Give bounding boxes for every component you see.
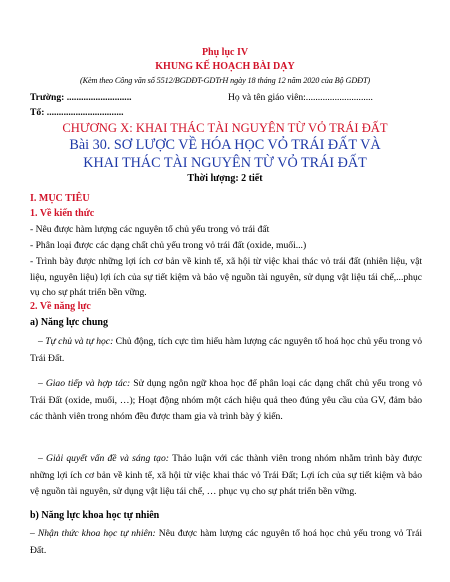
lesson-duration: Thời lượng: 2 tiết	[187, 173, 263, 184]
competency-heading: 2. Về năng lực	[30, 301, 91, 312]
communication-label: – Giao tiếp và hợp tác:	[38, 378, 131, 389]
knowledge-heading: 1. Về kiến thức	[30, 208, 95, 219]
problem-solving-label: – Giải quyết vấn đề và sáng tạo:	[38, 453, 169, 464]
cognition-paragraph	[30, 526, 422, 559]
chapter-title: CHƯƠNG X: KHAI THÁC TÀI NGUYÊN TỪ VỎ TRÁI ĐẤT	[62, 121, 388, 135]
lesson-title-line1: Bài 30. SƠ LƯỢC VỀ HÓA HỌC VỎ TRÁI ĐẤT VÀ	[69, 137, 381, 153]
knowledge-item-1: - Nêu được hàm lượng các nguyên tố chủ yếu trong vỏ trái đất	[30, 224, 270, 235]
self-study-text: Chủ động, tích cực tìm hiểu hàm lượng các nguyên tố hoá học chủ yếu trong vỏ Trái Đất.	[30, 336, 422, 364]
group-field: Tổ: ................................	[30, 107, 124, 118]
problem-solving-text: Thảo luận với các thành viên trong nhóm nhằm trình bày được những lợi ích cơ bản về kinh tế, xã hội từ việc khai thác vỏ Trái Đất; Lợi ích của sự tiết kiệm và bảo vệ nguồn tài nguyên, sử dụng vật liệu tái chế, … phục vụ cho sự phát triển bền vững.	[30, 453, 422, 497]
problem-solving-paragraph	[30, 451, 422, 501]
plan-title: KHUNG KẾ HOẠCH BÀI DẠY	[155, 61, 295, 72]
knowledge-item-2: - Phân loại được các dạng chất chủ yếu trong vỏ trái đất (oxide, muối...)	[30, 240, 307, 251]
cognition-label: – Nhận thức khoa học tự nhiên:	[30, 528, 156, 539]
dispatch-note: (Kèm theo Công văn số 5512/BGDĐT-GDTrH ngày 18 tháng 12 năm 2020 của Bộ GDĐT)	[79, 76, 371, 85]
general-competency-heading: a) Năng lực chung	[30, 317, 108, 328]
lesson-title-line2: KHAI THÁC TÀI NGUYÊN TỪ VỎ TRÁI ĐẤT	[83, 155, 367, 171]
school-field: Trường: ...........................	[30, 92, 132, 103]
communication-text: Sử dụng ngôn ngữ khoa học để phân loại các dạng chất chủ yếu trong vỏ Trái Đất (oxide, muối, …); Hoạt động nhóm một cách hiệu quả theo đúng yêu cầu của GV, đảm bảo các thành viên trong nhóm đều được tham gia và trình bày ý kiến.	[30, 378, 423, 422]
self-study-label: – Tự chủ và tự học:	[38, 336, 114, 347]
section-objectives-heading: I. MỤC TIÊU	[30, 193, 90, 204]
knowledge-item-3: - Trình bày được những lợi ích cơ bản về kinh tế, xã hội từ việc khai thác vỏ trái đất (nhiên liệu, vật liệu, nguyên liệu) lợi ích của sự tiết kiệm và bảo vệ nguồn tài nguyên, sử dụng vật liệu tái chế,...phục vụ cho sự phát triển bền vững.	[30, 256, 422, 298]
teacher-field: Họ và tên giáo viên:............................	[228, 92, 373, 103]
self-study-paragraph	[30, 334, 422, 367]
science-competency-heading: b) Năng lực khoa học tự nhiên	[30, 510, 160, 521]
cognition-text: Nêu được hàm lượng các nguyên tố hoá học chủ yếu trong vỏ Trái Đất.	[30, 528, 422, 556]
appendix-label: Phụ lục IV	[201, 47, 249, 58]
communication-paragraph	[30, 376, 422, 426]
